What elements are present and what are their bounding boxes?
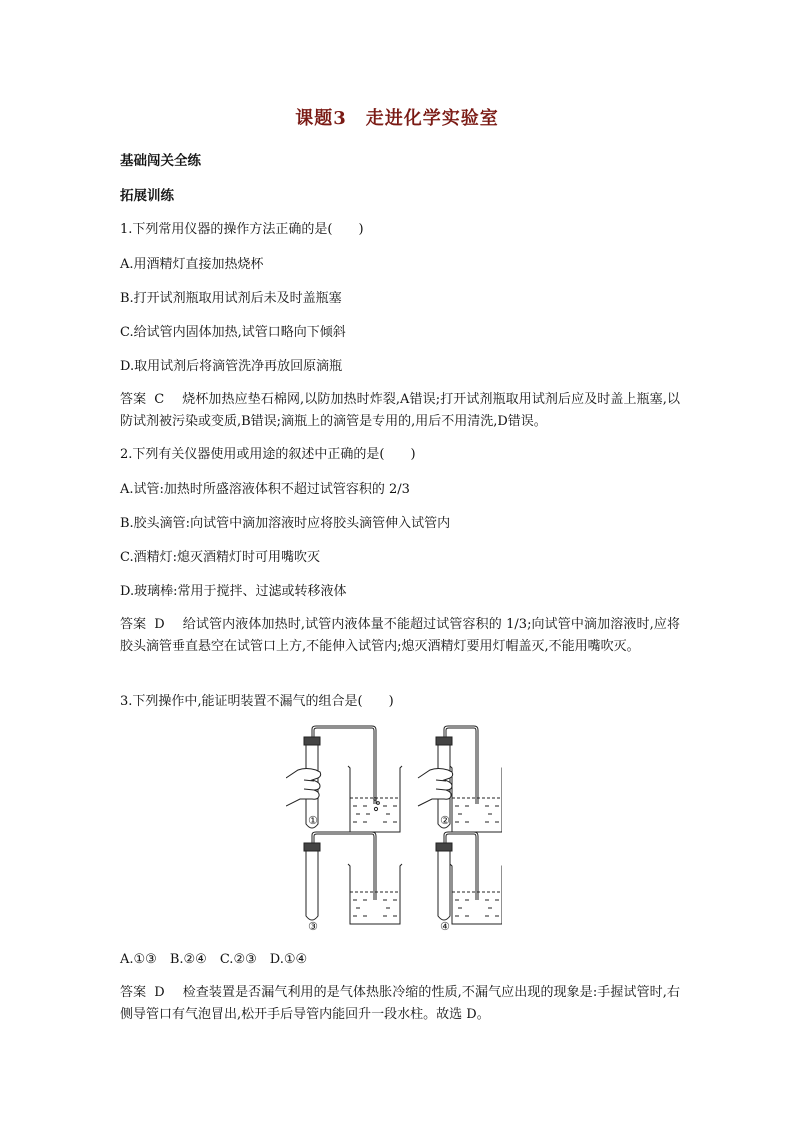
figure-label-2: ②	[440, 814, 450, 827]
question-1-option-b: B.打开试剂瓶取用试剂后未及时盖瓶塞	[120, 291, 342, 306]
answer-explanation: 给试管内液体加热时,试管内液体量不能超过试管容积的 1/3;向试管中滴加溶液时,应将胶头滴管垂直悬空在试管口上方,不能伸入试管内;熄灭酒精灯要用灯帽盖灭,不能用嘴吹灭。	[120, 617, 680, 654]
delivery-tube	[444, 832, 478, 900]
question-2-answer	[120, 614, 680, 658]
hand-icon	[418, 769, 453, 807]
water-hatching	[455, 806, 499, 822]
answer-explanation: 烧杯加热应垫石棉网,以防加热时炸裂,A错误;打开试剂瓶取用试剂后应及时盖上瓶塞,以防试剂被污染或变质,B错误;滴瓶上的滴管是专用的,用后不用清洗,D错误。	[120, 392, 680, 429]
water-hatching	[455, 900, 499, 916]
section-heading-extension: 拓展训练	[120, 188, 174, 204]
answer-label: 答案	[120, 985, 147, 1000]
apparatus-1-group	[286, 726, 402, 832]
delivery-tube-inner	[314, 728, 374, 804]
bubble	[377, 802, 380, 805]
hand-icon	[286, 769, 321, 807]
delivery-tube	[312, 832, 376, 900]
question-3-answer	[120, 982, 680, 1026]
answer-key: D	[154, 617, 165, 632]
test-tube	[306, 850, 318, 920]
rubber-stopper	[436, 737, 452, 745]
figure-label-1: ①	[308, 814, 318, 827]
apparatus-2-group	[418, 726, 502, 832]
water-hatching	[353, 900, 397, 916]
answer-explanation: 检查装置是否漏气利用的是气体热胀冷缩的性质,不漏气应出现的现象是:手握试管时,右侧导管口有气泡冒出,松开手后导管内能回升一段水柱。故选 D。	[120, 985, 680, 1022]
answer-label: 答案	[120, 392, 147, 407]
question-2-option-b: B.胶头滴管:向试管中滴加溶液时应将胶头滴管伸入试管内	[120, 516, 451, 531]
rubber-stopper	[436, 843, 452, 851]
test-tube	[438, 850, 450, 920]
question-2-option-c: C.酒精灯:熄灭酒精灯时可用嘴吹灭	[120, 550, 320, 565]
answer-label: 答案	[120, 617, 147, 632]
question-1-option-a: A.用酒精灯直接加热烧杯	[120, 257, 264, 272]
question-2-stem: 2.下列有关仪器使用或用途的叙述中正确的是( )	[120, 447, 416, 462]
rubber-stopper	[304, 737, 320, 745]
question-1-option-d: D.取用试剂后将滴管洗净再放回原滴瓶	[120, 359, 343, 374]
bubble	[374, 807, 377, 810]
question-2-option-d: D.玻璃棒:常用于搅拌、过滤或转移液体	[120, 584, 347, 599]
beaker	[348, 864, 402, 924]
apparatus-3-group	[304, 832, 402, 924]
question-1-answer	[120, 389, 680, 433]
delivery-tube-inner	[314, 834, 374, 900]
delivery-tube	[312, 726, 376, 804]
answer-key: C	[154, 392, 165, 407]
answer-key: D	[154, 985, 165, 1000]
figure-label-3: ③	[308, 920, 318, 933]
bubble	[374, 798, 376, 800]
question-1-option-c: C.给试管内固体加热,试管口略向下倾斜	[120, 325, 346, 340]
question-3-stem: 3.下列操作中,能证明装置不漏气的组合是( )	[120, 694, 394, 709]
question-1-stem: 1.下列常用仪器的操作方法正确的是( )	[120, 222, 364, 237]
rubber-stopper	[304, 843, 320, 851]
question-3-options: A.①③ B.②④ C.②③ D.①④	[120, 952, 308, 967]
question-2-option-a: A.试管:加热时所盛溶液体积不超过试管容积的 2/3	[120, 482, 410, 497]
apparatus-4-group	[436, 832, 502, 924]
apparatus-figure	[286, 724, 502, 934]
page-title: 课题3 走进化学实验室	[295, 108, 499, 129]
section-heading-basic: 基础闯关全练	[120, 153, 201, 169]
figure-label-4: ④	[440, 920, 450, 933]
